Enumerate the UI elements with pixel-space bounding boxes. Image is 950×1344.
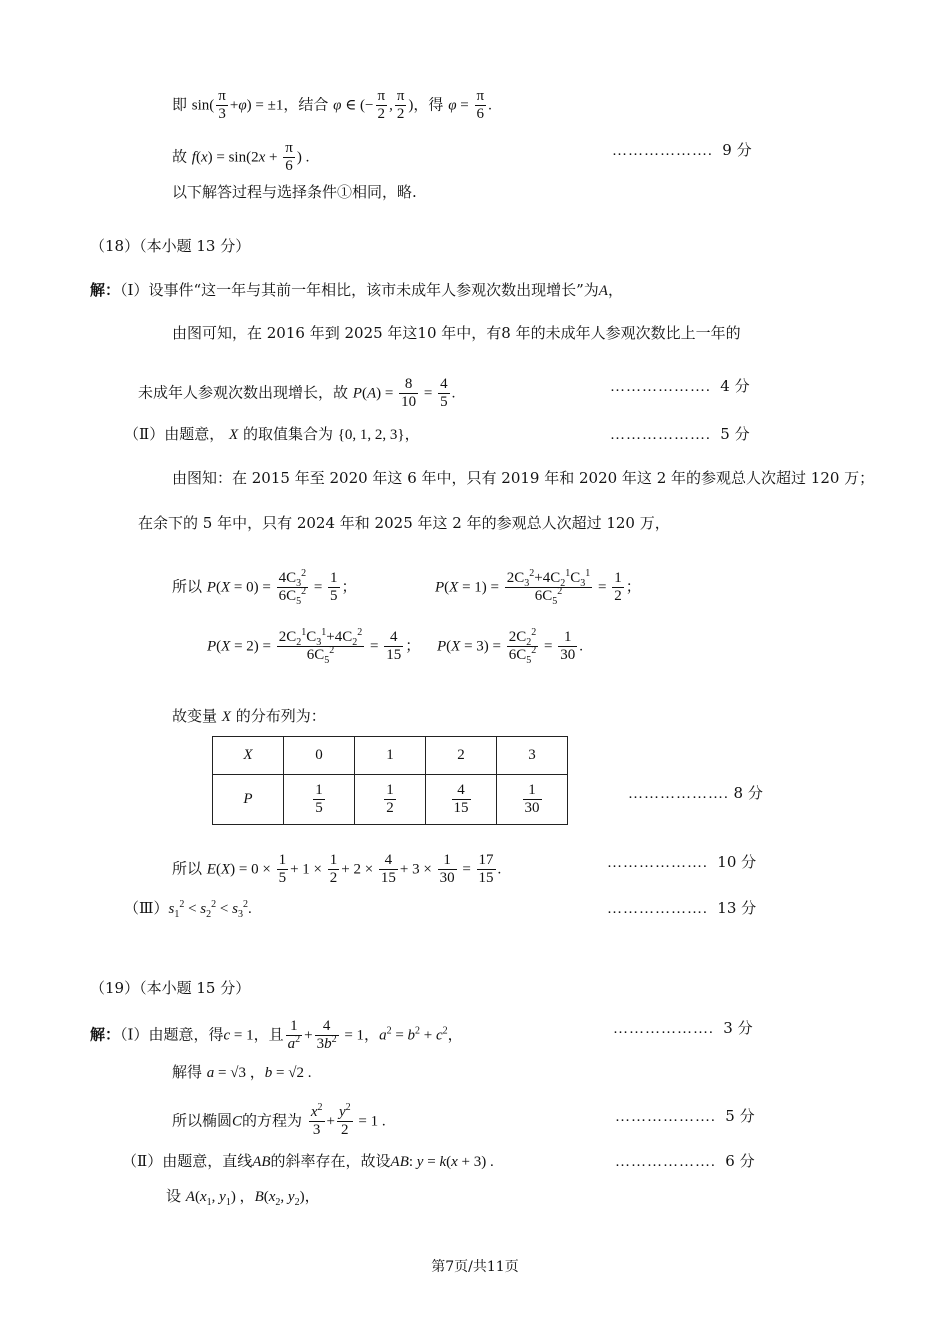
q19-score-5: ………………. 5 分 (615, 1107, 755, 1125)
score-label: 13 分 (717, 899, 757, 917)
fraction: $\frac{4C_3^2}{6C_5^2}$ (278, 568, 307, 607)
score-label: 8 分 (733, 784, 763, 802)
text: 即 (172, 95, 188, 114)
solution-label: 解： (90, 1025, 121, 1044)
fraction: $\frac{1}{5}$ (330, 570, 338, 604)
fraction: $\frac{\pi}{6}$ (476, 88, 485, 122)
table-cell: $\frac{1}{30}$ (497, 775, 568, 825)
q18-part3: $(Ⅲ)s_1^2 < s_2^2 < s_3^2$. (124, 899, 252, 920)
text: 设 (166, 1187, 182, 1205)
page-footer: 第7页/共11页 (431, 1259, 519, 1275)
q19-score-6: ………………. 6 分 (615, 1152, 755, 1170)
table-cell: $\frac{4}{15}$ (426, 775, 497, 825)
value-set: {0, 1, 2, 3} (337, 427, 405, 443)
score-label: 5 分 (725, 1107, 755, 1125)
q18-part2: （Ⅱ）由题意， X 的取值集合为 {0, 1, 2, 3}， (124, 425, 420, 443)
prob-x0: 所以 P(X = 0) = $\frac{4C_3^2}{6C_5^2}$ = $\frac{1}{5}$ ； (172, 568, 357, 607)
text: 的取值集合为 (242, 425, 333, 443)
score-label: 5 分 (720, 425, 750, 443)
text: 的方程为 (242, 1111, 303, 1130)
fraction: $\frac{\pi}{3}$ (218, 88, 226, 122)
text: ，得 (413, 95, 444, 114)
text: 故变量 (172, 707, 218, 725)
q19-ellipse: 所以椭圆C的方程为 $\frac{x^2}{3}$ + $\frac{y^2}{2}$ = 1 . (172, 1102, 386, 1138)
table-header-cell: 2 (426, 737, 497, 775)
score-4: ………………. 4 分 (610, 377, 750, 395)
solution-label: 解： (90, 281, 121, 299)
text: ， (404, 425, 420, 443)
text: 的分布列为： (235, 707, 326, 725)
prob-x2: P(X = 2) = $\frac{2C_2^1C_3^1+4C_2^2}{6C_5^2}$ = $\frac{4}{15}$ ； (207, 627, 421, 666)
table-row-label: P (213, 775, 284, 825)
q19-score-3: ………………. 3 分 (613, 1019, 753, 1037)
fraction: $\frac{1}{30}$ (560, 629, 576, 663)
expectation: 所以 E(X) = 0 × $\frac{1}{5}$ + 1 × $\frac{1}{2}$ + 2 × $\frac{4}{15}$ + 3 × $\frac{1}{30}$ = $\frac{17}{15}$ . (172, 852, 502, 886)
score-9: ………………. 9 分 (612, 141, 752, 159)
text: 所以 (172, 577, 203, 596)
text: （Ⅱ）由题意，直线 (122, 1152, 253, 1170)
text: ， (304, 1187, 320, 1205)
q19-solve: 解得 a = √3 ，b = √2 . (172, 1063, 312, 1081)
q19-header: （19）（本小题 15 分） (90, 979, 251, 997)
text: 未成年人参观次数出现增长，故 (138, 383, 349, 402)
q18-part1-line3: 未成年人参观次数出现增长，故 P(A) = $\frac{8}{10}$ = $\frac{4}{5}$ . (138, 376, 456, 410)
text: （Ⅰ）设事件“这一年与其前一年相比，该市未成年人参观次数出现增长”为 (120, 281, 599, 299)
fraction: $\frac{2C_2^1C_3^1+4C_2^2}{6C_5^2}$ (278, 627, 363, 666)
text: 所以椭圆 (172, 1111, 233, 1130)
fraction: $\frac{4}{5}$ (440, 376, 448, 410)
line-sin-equation: 即 sin( $\frac{\pi}{3}$ +φ) = ±1，结合 φ ∈ (− $\frac{\pi}{2}$ , $\frac{\pi}{2}$ )，得 φ = $\frac{\pi}{6}$ . (172, 88, 492, 122)
prob-x1: P(X = 1) = $\frac{2C_3^2+4C_2^1C_3^1}{6C_5^2}$ = $\frac{1}{2}$ ； (435, 568, 641, 607)
variable: A (598, 283, 608, 299)
fraction: $\frac{4}{15}$ (386, 629, 402, 663)
distribution-table (212, 736, 568, 825)
dist-intro: 故变量 X 的分布列为： (172, 707, 326, 725)
prob-x3: P(X = 3) = $\frac{2C_2^2}{6C_5^2}$ = $\frac{1}{30}$ . (437, 627, 583, 666)
text: 所以 (172, 859, 203, 878)
fraction: $\frac{8}{10}$ (401, 376, 417, 410)
score-label: 4 分 (720, 377, 750, 395)
text: 故 (172, 147, 188, 166)
q19-part1: 解：（Ⅰ）由题意，得c = 1，且 $\frac{1}{a^2}$ + $\frac{4}{3b^2}$ = 1，$a^2 = b^2 + c^2$， (90, 1018, 463, 1052)
q19-points: 设 $A(x_1$, $y_1$) ，$B(x_2$, $y_2$)， (166, 1187, 320, 1208)
table-header-cell: 1 (355, 737, 426, 775)
score-5: ………………. 5 分 (610, 425, 750, 443)
text: （Ⅱ）由题意， (124, 425, 225, 443)
line-f-of-x: 故 f(x) = sin(2x + $\frac{\pi}{6}$ ) . (172, 140, 310, 174)
fraction: $\frac{2C_2^2}{6C_5^2}$ (508, 627, 537, 666)
score-8: ………………. 8 分 (628, 784, 763, 802)
text: ， (607, 281, 623, 299)
fraction: $\frac{\pi}{2}$ (396, 88, 405, 122)
q18-part2-line2: 由图知：在 2015 年至 2020 年这 6 年中，只有 2019 年和 2020 年这 2 年的参观总人次超过 120 万； (172, 469, 875, 487)
text: （Ⅲ） (124, 899, 169, 917)
q18-part1 (90, 280, 623, 301)
q18-part1-line2: 由图可知，在 2016 年到 2025 年这10 年中，有8 年的未成年人参观次数比上一年的 (172, 324, 741, 342)
score-13: ………………. 13 分 (607, 899, 757, 917)
table-header-cell: 0 (284, 737, 355, 775)
table-header-cell: 3 (497, 737, 568, 775)
q18-header: （18）（本小题 13 分） (90, 237, 251, 255)
table-header-cell: X (213, 737, 284, 775)
q19-part2: （Ⅱ）由题意，直线AB的斜率存在，故设AB: y = k(x + 3) . (122, 1152, 494, 1170)
text: 的斜率存在，故设 (270, 1152, 391, 1170)
text: ，且 (253, 1025, 284, 1044)
fraction: $\frac{\pi}{6}$ (285, 140, 293, 174)
score-label: 6 分 (725, 1152, 755, 1170)
score-10: ………………. 10 分 (607, 853, 757, 871)
fraction: $\frac{\pi}{2}$ (377, 88, 386, 122)
text: （Ⅰ）由题意，得 (120, 1025, 224, 1044)
q18-part2-line3: 在余下的 5 年中，只有 2024 年和 2025 年这 2 年的参观总人次超过 120 万， (138, 514, 670, 532)
score-label: 3 分 (723, 1019, 753, 1037)
table-cell: $\frac{1}{2}$ (355, 775, 426, 825)
table-cell: $\frac{1}{5}$ (284, 775, 355, 825)
fraction: $\frac{1}{2}$ (614, 570, 622, 604)
text: ，结合 (283, 95, 329, 114)
line-omitted: 以下解答过程与选择条件①相同，略. (172, 183, 417, 201)
text: ， (447, 1025, 463, 1044)
score-label: 9 分 (722, 141, 752, 159)
text: ， (364, 1025, 380, 1044)
score-label: 10 分 (717, 853, 757, 871)
text: 解得 (172, 1063, 203, 1081)
fraction: $\frac{2C_3^2+4C_2^1C_3^1}{6C_5^2}$ (506, 568, 591, 607)
